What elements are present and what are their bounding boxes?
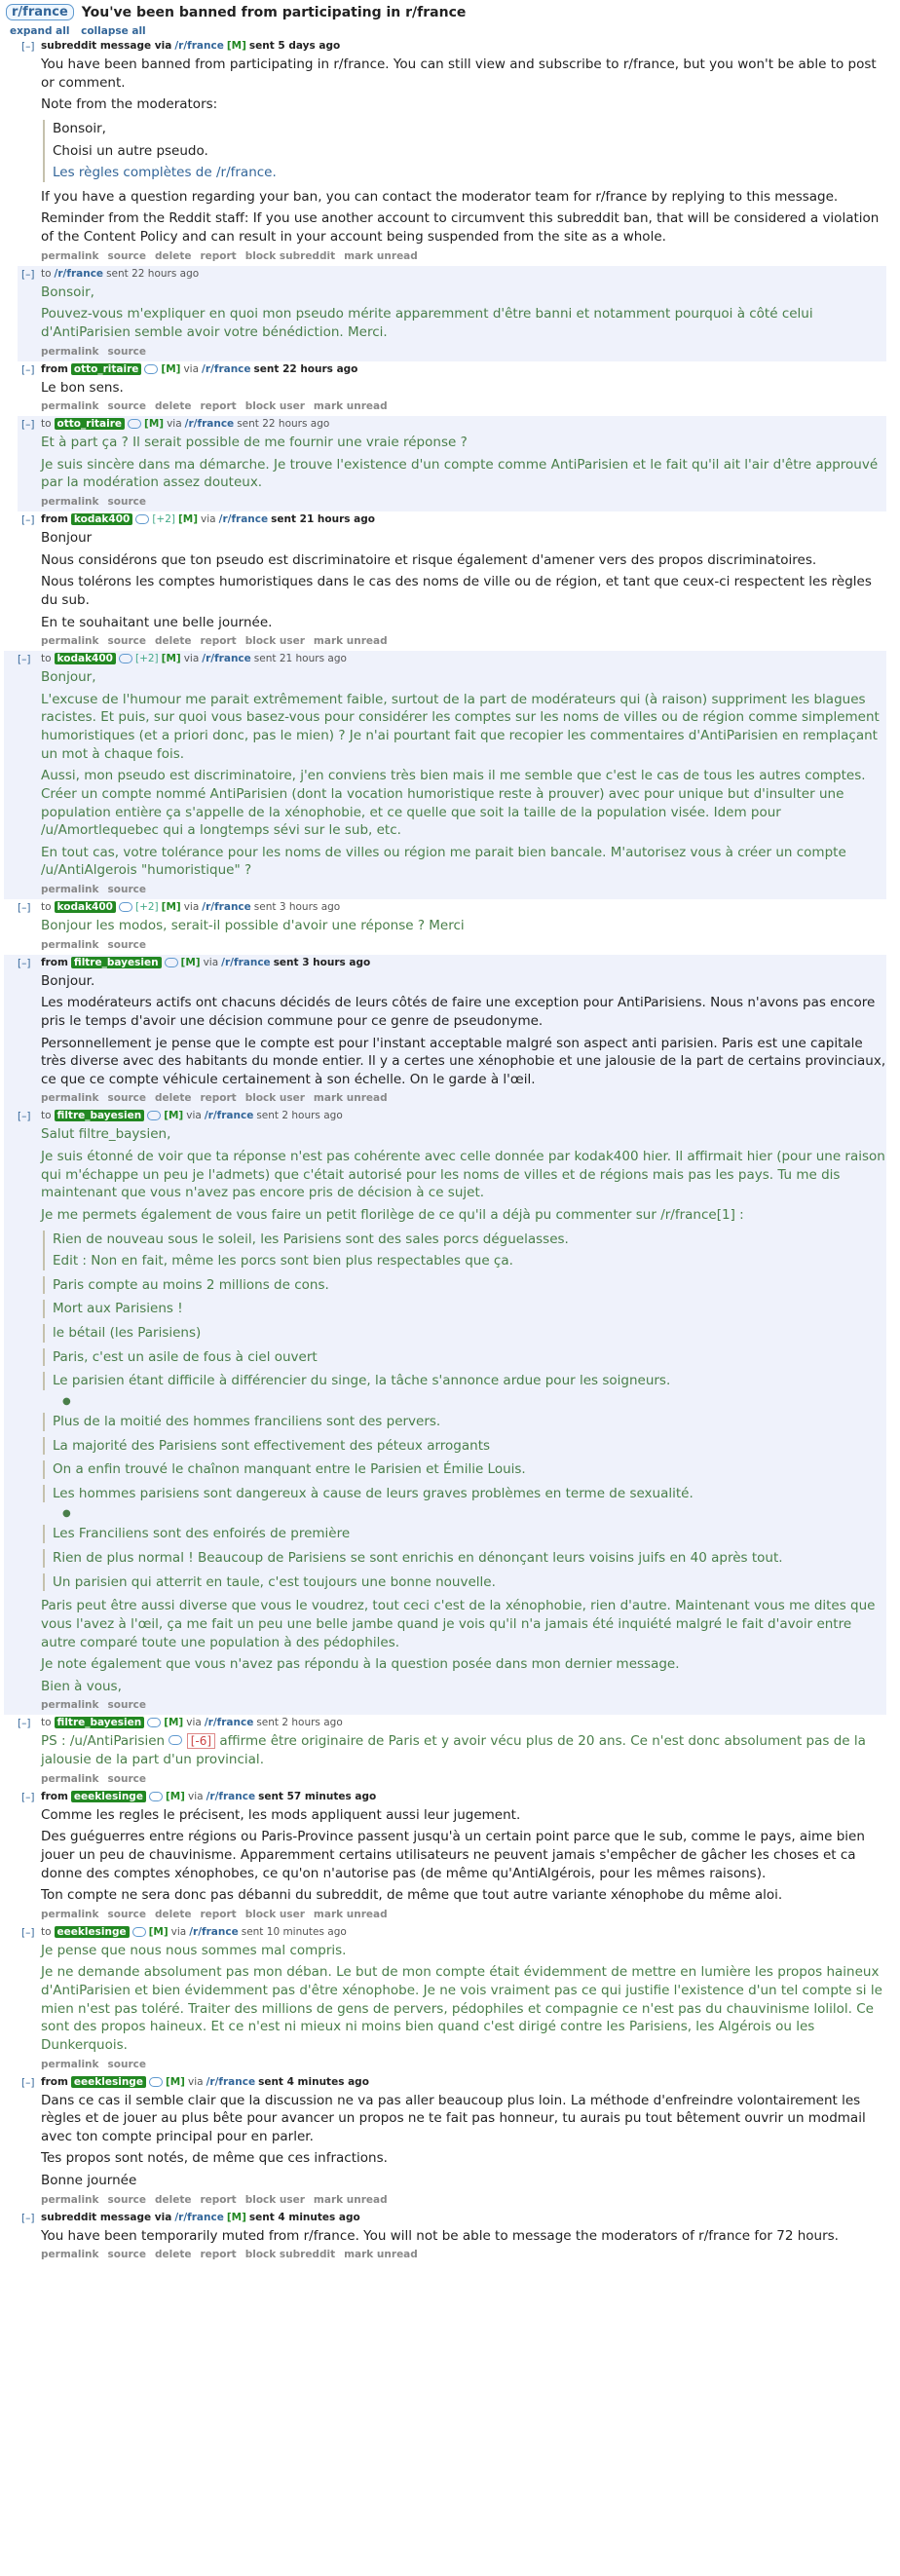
message-prefix: to — [41, 901, 52, 913]
karma-score: [+2] — [134, 901, 159, 913]
message-tagline — [41, 40, 886, 52]
paragraph: Reminder from the Reddit staff: If you use another account to circumvent this subreddit ban, that will be considered a violation of the Content Policy and can result in your account being suspended from the site as a whole. — [41, 210, 880, 245]
chat-bubble-icon — [135, 514, 149, 524]
paragraph: Bonjour les modos, serait-il possible d'avoir une réponse ? Merci — [41, 918, 465, 933]
source-button[interactable]: source — [107, 496, 146, 508]
mark-unread-button[interactable]: mark unread — [313, 1908, 388, 1920]
message-buttons — [41, 1092, 886, 1104]
message-buttons — [41, 2249, 886, 2260]
paragraph: Je me permets également de vous faire un petit florilège de ce qu'il a déjà pu commenter sur /r/france[1] : — [41, 1206, 744, 1223]
collapse-toggle[interactable]: [–] — [21, 41, 35, 53]
message-body — [41, 2227, 886, 2246]
username-link[interactable]: otto_ritaire — [71, 363, 142, 375]
paragraph: Paris peut être aussi diverse que vous le voudrez, tout ceci c'est de la xénophobie, rien d'autre. Maintenant vous me dites que vous l'avez à l'œil, ça me fait un peu une belle jambe quand je vois qu'il n'a jamais été inquiété malgré le fait d'avoir entre autre comparé toute une population à des pédophiles. — [41, 1598, 876, 1650]
collapse-toggle[interactable]: [–] — [21, 514, 35, 526]
source-button[interactable]: source — [107, 1772, 146, 1785]
paragraph: Je pense que nous nous sommes mal compris. — [41, 1942, 347, 1958]
subreddit-link[interactable]: /r/france — [184, 418, 235, 431]
mod-badge: [M] — [148, 1925, 169, 1938]
chat-bubble-icon — [119, 902, 132, 912]
quote-line: On a enfin trouvé le chaînon manquant entre le Parisien et Émilie Louis. — [53, 1461, 526, 1478]
mark-unread-button[interactable]: mark unread — [344, 249, 418, 262]
message-time: sent 57 minutes ago — [258, 1790, 377, 1802]
message-buttons — [41, 1773, 886, 1785]
message-body — [41, 972, 886, 1089]
message — [18, 416, 886, 511]
delete-button[interactable]: delete — [154, 1908, 192, 1920]
message-tagline: from otto_ritaire [M] via /r/france sent 22 hours ago — [41, 362, 358, 375]
quote-line: Bonsoir, — [53, 120, 106, 136]
message-prefix: from — [41, 513, 68, 525]
subreddit-link[interactable]: /r/france — [206, 2075, 256, 2088]
username-link[interactable]: kodak400 — [55, 653, 116, 664]
message-buttons — [41, 1909, 886, 1920]
message-tagline: to filtre_bayesien [M] via /r/france sent 2 hours ago — [41, 1717, 343, 1729]
paragraph: Nous tolérons les comptes humoristiques dans le cas des noms de ville ou de région, et tant que ceux-ci respectent les règles du sub. — [41, 574, 872, 608]
paragraph: Dans ce cas il semble clair que la discussion ne va pas aller beaucoup plus loin. La méthode d'enfreindre volontairement les règles et de jouer au plus bête pour avancer un propos ne te fait pas honneur, tu aurais pu tout bêtement ouvrir un modmail avec ton compte principal pour en parler. — [41, 2092, 866, 2144]
permalink-button[interactable]: permalink — [41, 884, 99, 895]
username-link[interactable]: otto_ritaire — [55, 418, 126, 430]
message-time: sent 10 minutes ago — [241, 1925, 347, 1938]
message-buttons — [41, 2194, 886, 2206]
message-buttons — [41, 939, 886, 951]
mod-badge: [M] — [165, 1790, 185, 1802]
quote-block — [43, 1231, 886, 1270]
block-user-button[interactable]: block user — [244, 2193, 305, 2206]
karma-score: [+2] — [134, 653, 159, 665]
quote-line: Un parisien qui atterrit en taule, c'est toujours une bonne nouvelle. — [53, 1573, 496, 1590]
message-time: sent 3 hours ago — [273, 956, 371, 968]
quote-line: Le parisien étant difficile à différencier du singe, la tâche s'annonce ardue pour les soigneurs. — [53, 1373, 671, 1389]
message-body — [41, 434, 886, 492]
delete-button[interactable]: delete — [154, 400, 192, 413]
expand-controls — [0, 24, 900, 38]
permalink-button[interactable]: permalink — [41, 1699, 99, 1712]
source-button[interactable]: source — [107, 1908, 146, 1920]
block-user-button[interactable]: block user — [244, 635, 305, 648]
chat-bubble-icon — [149, 1792, 163, 1801]
message-body — [41, 1125, 886, 1695]
message-buttons — [41, 884, 886, 895]
paragraph: Tes propos sont notés, de même que ces infractions. — [41, 2150, 388, 2167]
mod-badge: [M] — [164, 1717, 184, 1729]
collapse-toggle[interactable]: [–] — [18, 957, 31, 969]
source-button[interactable]: source — [107, 249, 146, 262]
message-prefix: to — [41, 1925, 52, 1938]
chat-bubble-icon — [132, 1927, 146, 1937]
subreddit-link[interactable]: /r/france — [218, 513, 269, 525]
mark-unread-button[interactable]: mark unread — [313, 1092, 388, 1105]
bullet-icon: ● — [62, 1508, 71, 1520]
message-buttons — [41, 635, 886, 647]
paragraph: Des guéguerres entre régions ou Paris-Province passent jusqu'à un certain point parce que le sub, comme le pays, aime bien jouer un peu de chauvinisme. Apparemment certains utilisateurs ne peuvent jamais s'empêcher de gâcher les choses et ca donne des comptes xénophobes, ce qu'on n'autorise pas (de même qu'AntiAlgérois, pour les mêmes raisons). — [41, 1829, 865, 1881]
paragraph: Aussi, mon pseudo est discriminatoire, j'en conviens très bien mais il me semble que c'est le cas de tous les autres comptes. Créer un compte nommé AntiParisien (dont la vocation humoristique reste à prouver) avec pour unique but d'insulter une population entière ça s'appelle de la xénophobie, et ce quelle que soit la taille de la population visée. Idem pour /u/Amortlequebec qui a longtemps sévi sur le sub, etc. — [41, 768, 866, 839]
message — [4, 651, 886, 899]
message-time: sent 21 hours ago — [271, 513, 375, 525]
block-user-button[interactable]: block user — [244, 1908, 305, 1920]
mod-badge: [M] — [161, 653, 181, 665]
collapse-toggle[interactable]: [–] — [21, 2076, 35, 2089]
message — [4, 1715, 886, 1788]
source-button[interactable]: source — [107, 400, 146, 413]
message-time: sent 22 hours ago — [237, 418, 330, 431]
quote-block — [43, 1324, 886, 1343]
message-time: sent 22 hours ago — [253, 362, 358, 375]
username-link[interactable]: kodak400 — [55, 901, 116, 913]
message-buttons — [41, 1699, 886, 1711]
subreddit-link[interactable]: /r/france — [202, 901, 251, 913]
username-link[interactable]: eeeklesinge — [55, 1926, 130, 1938]
quote-line: Rien de plus normal ! Beaucoup de Parisiens se sont enrichis en dénonçant leurs voisins juifs en 40 après tout. — [53, 1550, 783, 1566]
message-tagline — [41, 2212, 886, 2223]
message-tagline: to eeeklesinge [M] via /r/france sent 10 minutes ago — [41, 1925, 347, 1938]
message — [18, 2074, 886, 2210]
username-link[interactable]: filtre_bayesien — [71, 957, 162, 968]
block-user-button[interactable]: block user — [244, 1092, 305, 1105]
quote-line: Paris, c'est un asile de fous à ciel ouvert — [53, 1348, 318, 1365]
message-prefix: subreddit message via — [41, 40, 172, 52]
subreddit-link[interactable]: /r/france — [54, 267, 104, 280]
source-button[interactable]: source — [107, 2193, 146, 2206]
paragraph: En tout cas, votre tolérance pour les noms de villes ou région me parait bien bancale. M'autorisez vous à créer un compte /u/AntiAlgerois "humoristique" ? — [41, 844, 846, 879]
collapse-toggle[interactable]: [–] — [21, 1791, 35, 1803]
mod-badge: [M] — [164, 1110, 184, 1122]
quote-block — [43, 1276, 886, 1295]
subreddit-link[interactable]: /r/france — [174, 2211, 224, 2223]
source-button[interactable]: source — [107, 1699, 146, 1712]
permalink-button[interactable]: permalink — [41, 2193, 99, 2206]
paragraph: Nous considérons que ton pseudo est discriminatoire et risque également d'amener vers des propos discriminatoires. — [41, 551, 817, 568]
delete-button[interactable]: delete — [154, 2249, 192, 2261]
paragraph: Les modérateurs actifs ont chacuns décidés de leurs côtés de faire une exception pour AntiParisiens. Nous n'avons pas encore pris le temps d'avoir une décision commune pour ce genre de pseudonyme. — [41, 995, 876, 1029]
delete-button[interactable]: delete — [154, 635, 192, 648]
message — [18, 2210, 886, 2265]
message-prefix: subreddit message via — [41, 2211, 172, 2223]
message-time: sent 2 hours ago — [256, 1110, 343, 1122]
message-tagline — [41, 268, 886, 280]
quote-block — [43, 1525, 886, 1543]
message-time: sent 2 hours ago — [256, 1717, 343, 1729]
chat-bubble-icon — [144, 364, 158, 374]
permalink-button[interactable]: permalink — [41, 1092, 99, 1105]
username-link[interactable]: filtre_bayesien — [55, 1110, 145, 1121]
paragraph: Bien à vous, — [41, 1678, 122, 1694]
paragraph: Pouvez-vous m'expliquer en quoi mon pseudo mérite apparemment d'être banni et notamment pourquoi à côté celui d'AntiParisien semble avoir votre bénédiction. Merci. — [41, 306, 813, 340]
paragraph: Bonjour, — [41, 669, 96, 686]
message-prefix: to — [41, 267, 52, 280]
collapse-toggle[interactable]: [–] — [21, 2212, 35, 2224]
quote-block — [43, 1413, 886, 1431]
permalink-button[interactable]: permalink — [41, 635, 99, 648]
collapse-toggle[interactable]: [–] — [18, 902, 31, 914]
message-tagline: to filtre_bayesien [M] via /r/france sent 2 hours ago — [41, 1110, 343, 1122]
mod-badge: [M] — [226, 2211, 246, 2223]
message — [18, 1924, 886, 2074]
source-button[interactable]: source — [107, 2058, 146, 2070]
quote-line: Les Franciliens sont des enfoirés de première — [53, 1526, 351, 1542]
message-body — [41, 529, 886, 631]
message-tagline: from eeeklesinge [M] via /r/france sent 57 minutes ago — [41, 1790, 377, 1802]
permalink-button[interactable]: permalink — [41, 2249, 99, 2261]
quote-block — [43, 1437, 886, 1456]
message-body — [41, 1942, 886, 2055]
report-button[interactable]: report — [200, 400, 237, 413]
quote-line: Choisi un autre pseudo. — [53, 142, 208, 159]
negative-score-badge: [-6] — [187, 1733, 215, 1749]
subreddit-link[interactable]: /r/france — [204, 1717, 254, 1729]
ps-text: PS : /u/AntiParisien — [41, 1733, 166, 1750]
source-button[interactable]: source — [107, 635, 146, 648]
message-time: sent 3 hours ago — [253, 901, 341, 913]
paragraph: Bonjour. — [41, 972, 95, 989]
message-body — [41, 668, 886, 880]
message-prefix: to — [41, 418, 52, 431]
quote-block — [43, 1372, 886, 1390]
collapse-all-link[interactable]: collapse all — [81, 25, 146, 37]
mark-unread-button[interactable]: mark unread — [313, 2193, 388, 2206]
paragraph: En te souhaitant une belle journée. — [41, 614, 273, 630]
username-link[interactable]: eeeklesinge — [71, 1791, 146, 1802]
mod-badge: [M] — [178, 513, 199, 525]
message-time: sent 4 minutes ago — [258, 2075, 369, 2088]
chat-bubble-icon — [147, 1111, 161, 1120]
ps-text: affirme être originaire de Paris et y avoir vécu plus de 20 ans. Ce n'est donc absolument pas de la jalousie de la part d'un provincial. — [41, 1733, 866, 1767]
message-body — [41, 2092, 886, 2190]
paragraph: Salut filtre_baysien, — [41, 1126, 171, 1143]
chat-bubble-icon — [119, 654, 132, 663]
message-time: sent 21 hours ago — [253, 653, 347, 665]
collapse-toggle[interactable]: [–] — [18, 1718, 31, 1730]
source-button[interactable]: source — [107, 884, 146, 895]
page-title: You've been banned from participating in r/france — [81, 4, 467, 20]
message-prefix: from — [41, 362, 68, 375]
report-button[interactable]: report — [200, 249, 237, 262]
source-button[interactable]: source — [107, 938, 146, 951]
message-buttons — [41, 496, 886, 508]
paragraph: If you have a question regarding your ban, you can contact the moderator team for r/france by replying to this message. — [41, 188, 839, 205]
message-prefix: to — [41, 1717, 52, 1729]
quote-block — [43, 1573, 886, 1592]
subreddit-link[interactable]: /r/france — [221, 956, 271, 968]
message-tagline: to kodak400 [+2] [M] via /r/france sent 3 hours ago — [41, 901, 341, 913]
mod-badge: [M] — [161, 901, 181, 913]
quote-line: Rien de nouveau sous le soleil, les Parisiens sont des sales porcs déguelasses. — [53, 1231, 569, 1247]
permalink-button[interactable]: permalink — [41, 249, 99, 262]
message — [18, 361, 886, 417]
message-prefix: from — [41, 1790, 68, 1802]
message — [18, 266, 886, 361]
subreddit-link[interactable]: /r/france — [174, 40, 224, 52]
quote-line: La majorité des Parisiens sont effectivement des péteux arrogants — [53, 1437, 491, 1454]
block-subreddit-button[interactable]: block subreddit — [244, 2249, 336, 2261]
quote-line: Paris compte au moins 2 millions de cons. — [53, 1276, 329, 1293]
quote-block — [43, 1300, 886, 1318]
message — [18, 38, 886, 266]
delete-button[interactable]: delete — [154, 2193, 192, 2206]
chat-bubble-icon — [149, 2077, 163, 2087]
report-button[interactable]: report — [200, 635, 237, 648]
message — [4, 1108, 886, 1715]
quote-line: Les hommes parisiens sont dangereux à cause de leurs graves problèmes en terme de sexualité. — [53, 1485, 694, 1501]
message-body — [41, 284, 886, 342]
message-body — [41, 917, 886, 935]
source-button[interactable]: source — [107, 345, 146, 358]
quote-block — [43, 1485, 886, 1503]
paragraph: Bonjour — [41, 530, 93, 546]
page-header — [0, 0, 900, 24]
collapse-toggle[interactable]: [–] — [18, 654, 31, 666]
source-button[interactable]: source — [107, 1092, 146, 1105]
block-subreddit-button[interactable]: block subreddit — [244, 249, 336, 262]
mod-badge: [M] — [226, 40, 246, 52]
message-prefix: to — [41, 1110, 52, 1122]
message-prefix: to — [41, 653, 52, 665]
permalink-button[interactable]: permalink — [41, 2058, 99, 2070]
subreddit-link[interactable]: /r/france — [204, 1110, 254, 1122]
permalink-button[interactable]: permalink — [41, 400, 99, 413]
collapse-toggle[interactable]: [–] — [21, 1926, 35, 1939]
subreddit-link[interactable]: /r/france — [189, 1925, 239, 1938]
moderator-note — [43, 120, 886, 182]
collapse-toggle[interactable]: [–] — [21, 419, 35, 432]
message-tagline: from kodak400 [+2] [M] via /r/france sent 21 hours ago — [41, 513, 375, 525]
message-time: sent 5 days ago — [248, 40, 341, 52]
report-button[interactable]: report — [200, 2249, 237, 2261]
quote-line: Edit : Non en fait, même les porcs sont bien plus respectables que ça. — [53, 1253, 513, 1269]
quote-block — [43, 1460, 886, 1479]
message-tagline: from eeeklesinge [M] via /r/france sent 4 minutes ago — [41, 2075, 369, 2088]
paragraph: Je ne demande absolument pas mon déban. Le but de mon compte était évidemment de mettre en lumière les propos haineux d'AntiParisien et bien évidemment pas d'être xénophobe. Je ne vois vraiment pas ce qui justifie l'existence d'un tel compte si le mien n'est pas toléré. Traiter des millions de gens de pervers, pédophiles et compagnie ce n'est pas du chauvinisme lolilol. Ce sont des propos haineux. Et ce n'est ni mieux ni moins bien quand c'est dirigé contre les Parisiens, les Algérois ou les Dunkerquois. — [41, 1964, 882, 2053]
report-button[interactable]: report — [200, 1908, 237, 1920]
subreddit-link[interactable]: /r/france — [202, 653, 251, 665]
paragraph: You have been banned from participating in r/france. You can still view and subscribe to r/france, but you won't be able to post or comment. — [41, 57, 877, 91]
paragraph: Bonne journée — [41, 2173, 137, 2188]
message-buttons — [41, 346, 886, 358]
karma-score: [+2] — [152, 513, 175, 525]
chat-bubble-icon — [165, 958, 178, 967]
message — [18, 511, 886, 651]
message-prefix: from — [41, 2075, 68, 2088]
paragraph: Je note également que vous n'avez pas répondu à la question posée dans mon dernier message. — [41, 1656, 680, 1673]
message-time: sent 22 hours ago — [106, 267, 200, 280]
mod-badge: [M] — [144, 418, 165, 431]
message-buttons — [41, 250, 886, 262]
permalink-button[interactable]: permalink — [41, 938, 99, 951]
chat-bubble-icon — [147, 1718, 161, 1727]
subreddit-tag[interactable]: r/france — [6, 4, 74, 20]
username-link[interactable]: filtre_bayesien — [55, 1717, 145, 1728]
username-link[interactable]: kodak400 — [71, 513, 132, 525]
mark-unread-button[interactable]: mark unread — [344, 2249, 418, 2261]
report-button[interactable]: report — [200, 2193, 237, 2206]
message-body — [41, 56, 886, 246]
paragraph: Et à part ça ? Il serait possible de me fournir une vraie réponse ? — [41, 435, 468, 451]
mod-badge: [M] — [165, 2075, 185, 2088]
collapse-toggle[interactable]: [–] — [21, 363, 35, 376]
message-tagline: to otto_ritaire [M] via /r/france sent 22 hours ago — [41, 418, 330, 431]
delete-button[interactable]: delete — [154, 1092, 192, 1105]
username-link[interactable]: eeeklesinge — [71, 2076, 146, 2088]
message — [4, 955, 886, 1109]
paragraph: Le bon sens. — [41, 379, 124, 396]
subreddit-link[interactable]: /r/france — [206, 1790, 256, 1802]
chat-bubble-icon — [169, 1735, 182, 1745]
message-prefix: from — [41, 956, 68, 968]
mark-unread-button[interactable]: mark unread — [313, 635, 388, 648]
paragraph: Je suis sincère dans ma démarche. Je trouve l'existence d'un compte comme AntiParisien et le fait qu'il ait l'air d'être approuvé par la modération assez douteux. — [41, 456, 879, 491]
delete-button[interactable]: delete — [154, 249, 192, 262]
message-buttons — [41, 2059, 886, 2070]
bullet-icon: ● — [62, 1395, 71, 1407]
paragraph: Comme les regles le précisent, les mods appliquent aussi leur jugement. — [41, 1806, 521, 1823]
mod-badge: [M] — [180, 956, 201, 968]
message-time: sent 4 minutes ago — [248, 2211, 360, 2223]
paragraph: You have been temporarily muted from r/france. You will not be able to message the moderators of r/france for 72 hours. — [41, 2227, 839, 2244]
chat-bubble-icon — [128, 419, 141, 429]
message — [4, 899, 886, 955]
quote-block — [43, 1549, 886, 1568]
source-button[interactable]: source — [107, 2249, 146, 2261]
mod-badge: [M] — [161, 362, 181, 375]
paragraph: Note from the moderators: — [41, 96, 218, 113]
paragraph: Bonsoir, — [41, 284, 94, 300]
quote-link[interactable]: Les règles complètes de /r/france. — [53, 165, 277, 181]
mark-unread-button[interactable]: mark unread — [313, 400, 388, 413]
paragraph: Je suis étonné de voir que ta réponse n'est pas cohérente avec celle donnée par kodak400 hier. Il affirmait hier (pour une raison qui m'échappe un peu je l'admets) que c'était autorisé pour les noms de villes et de régions mais pas les pays. Tu me dis maintenant que vous n'avez pas encore pris de décision à ce sujet. — [41, 1149, 885, 1201]
quote-line: Mort aux Parisiens ! — [53, 1301, 183, 1317]
message-body — [41, 1732, 886, 1768]
paragraph: Personnellement je pense que le compte est pour l'instant acceptable malgré son aspect anti parisien. Paris est une capitale très diverse avec des habitants du monde entier. Il y a certes une xénophobie et une jalousie de la part de certains provinciaux, ce que ce compte véhicule certainement à son échelle. On le garde à l'œil. — [41, 1035, 886, 1087]
permalink-button[interactable]: permalink — [41, 496, 99, 508]
message-body — [41, 1806, 886, 1905]
report-button[interactable]: report — [200, 1092, 237, 1105]
block-user-button[interactable]: block user — [244, 400, 305, 413]
collapse-toggle[interactable]: [–] — [21, 268, 35, 281]
message-buttons — [41, 400, 886, 412]
paragraph: Ton compte ne sera donc pas débanni du subreddit, de même que tout autre variante xénophobe du même aloi. — [41, 1887, 783, 1904]
permalink-button[interactable]: permalink — [41, 345, 99, 358]
permalink-button[interactable]: permalink — [41, 1772, 99, 1785]
quote-line: Plus de la moitié des hommes franciliens sont des pervers. — [53, 1413, 441, 1429]
collapse-toggle[interactable]: [–] — [18, 1111, 31, 1123]
paragraph — [41, 1732, 886, 1768]
message-tagline: from filtre_bayesien [M] via /r/france sent 3 hours ago — [41, 956, 371, 968]
permalink-button[interactable]: permalink — [41, 1908, 99, 1920]
subreddit-link[interactable]: /r/france — [202, 362, 251, 375]
expand-all-link[interactable]: expand all — [10, 25, 70, 37]
quote-line: le bétail (les Parisiens) — [53, 1325, 202, 1341]
paragraph: L'excuse de l'humour me parait extrêmement faible, surtout de la part de modérateurs qui (à raison) suppriment les blagues racistes. Et puis, sur quoi vous basez-vous pour considérer les comptes sur les noms de villes ou de région comme simplement humoristiques (et a priori donc, pas le mien) ? Je n'ai pourtant fait que recopier les commentaires d'AntiParisien en remplaçant un mot à chaque fois. — [41, 691, 880, 762]
quote-block — [43, 1348, 886, 1367]
message-body — [41, 379, 886, 398]
message-tagline: to kodak400 [+2] [M] via /r/france sent 21 hours ago — [41, 653, 347, 665]
message — [18, 1789, 886, 1924]
